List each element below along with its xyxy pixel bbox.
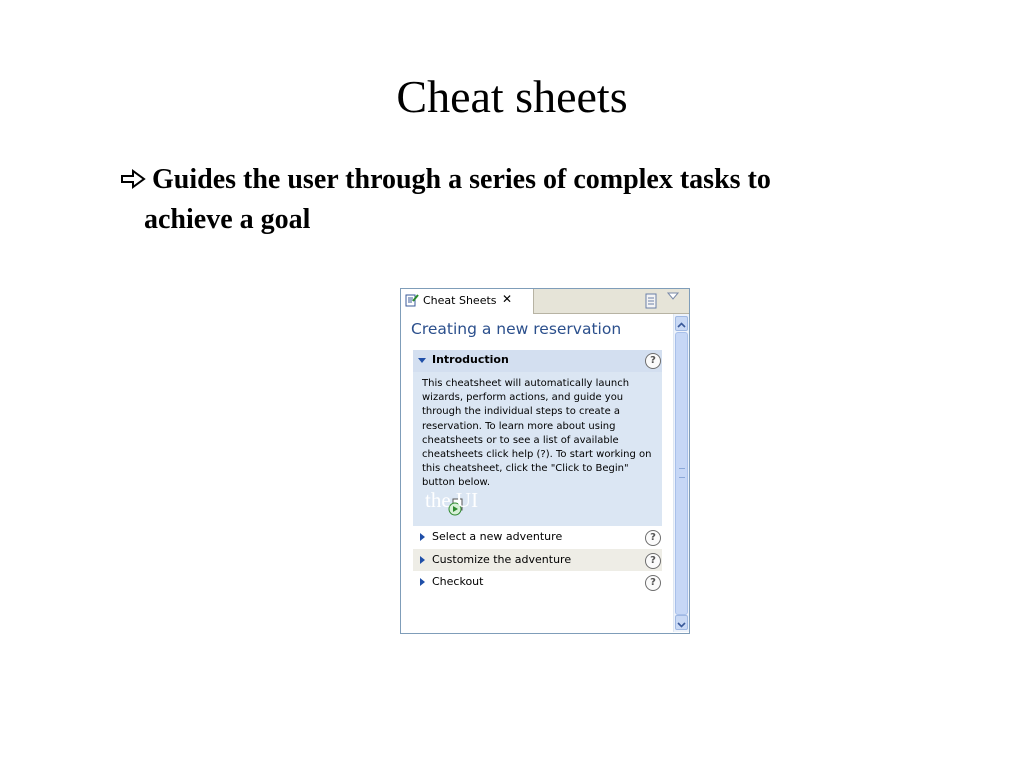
bullet-text-line2: achieve a goal xyxy=(144,204,311,235)
help-icon[interactable]: ? xyxy=(645,575,661,591)
vertical-scrollbar[interactable] xyxy=(673,314,689,632)
view-menu-icon[interactable] xyxy=(667,292,679,300)
step-label: Customize the adventure xyxy=(432,553,572,566)
bullet-point xyxy=(120,160,930,240)
chevron-up-icon xyxy=(676,319,687,332)
scroll-up-button[interactable] xyxy=(675,316,688,331)
bullet-text-line1: Guides the user through a series of complex tasks to xyxy=(152,164,771,195)
chevron-right-icon[interactable] xyxy=(420,556,425,564)
grip-icon xyxy=(679,468,685,478)
chevron-right-icon[interactable] xyxy=(420,533,425,541)
intro-description: This cheatsheet will automatically launch wizards, perform actions, and guide you through the individual steps to create a reservation. To learn more about using cheatsheets or to see a list of available cheatsheets click help (?). To start working on this cheatsheet, click the "Click to Begin" button below. xyxy=(422,378,652,489)
chevron-down-icon[interactable] xyxy=(418,358,426,363)
arrow-right-icon xyxy=(120,169,146,189)
cheat-sheet-content xyxy=(401,314,673,633)
intro-label: Introduction xyxy=(432,353,509,366)
tab-cheat-sheets[interactable] xyxy=(401,289,534,314)
step-label: Select a new adventure xyxy=(432,530,563,543)
minimize-icon[interactable] xyxy=(644,293,658,309)
step-checkout[interactable] xyxy=(413,571,662,593)
chevron-right-icon[interactable] xyxy=(420,578,425,586)
scrollbar-thumb[interactable] xyxy=(675,332,688,615)
overlay-text: the UI xyxy=(425,488,479,512)
cheat-sheet-icon xyxy=(405,293,419,307)
close-icon[interactable]: ✕ xyxy=(502,292,513,306)
help-icon[interactable]: ? xyxy=(645,530,661,546)
tab-label: Cheat Sheets xyxy=(423,294,497,307)
step-label: Checkout xyxy=(432,575,484,588)
cheat-sheets-view xyxy=(400,288,690,634)
help-icon[interactable]: ? xyxy=(645,353,661,369)
intro-header[interactable] xyxy=(413,350,662,372)
step-customize-adventure[interactable] xyxy=(413,549,662,571)
cheat-sheet-title: Creating a new reservation xyxy=(411,320,622,338)
view-tab-bar xyxy=(401,289,689,314)
scroll-down-button[interactable] xyxy=(675,615,688,630)
step-select-adventure[interactable] xyxy=(413,526,662,548)
help-icon[interactable]: ? xyxy=(645,553,661,569)
chevron-down-icon xyxy=(676,618,687,631)
slide-title: Cheat sheets xyxy=(396,71,628,122)
